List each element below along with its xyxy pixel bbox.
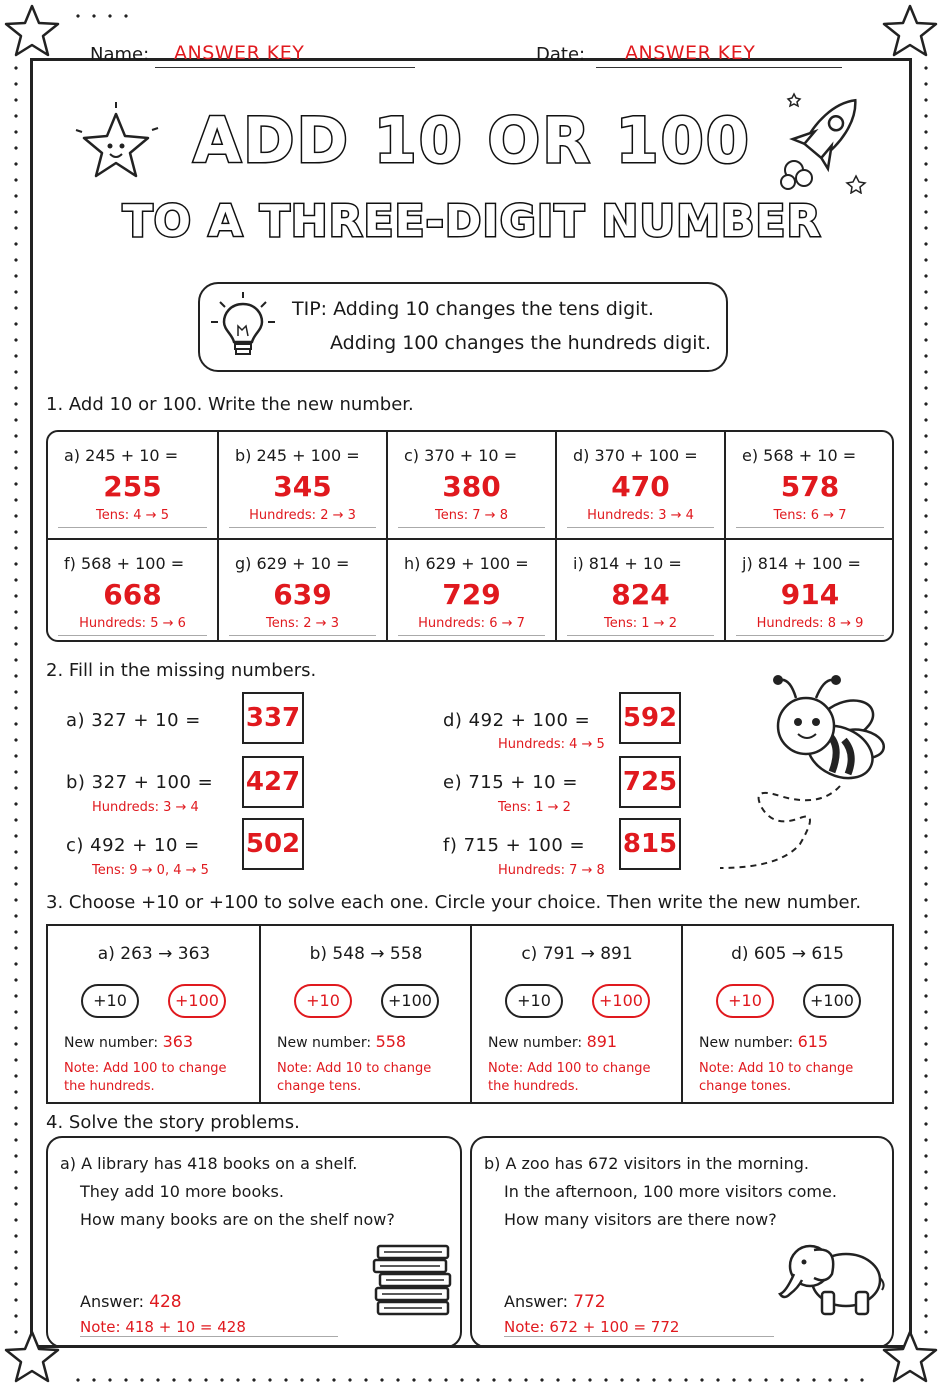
new-number-row	[488, 1032, 617, 1051]
date-field[interactable]: ANSWER KEY	[625, 42, 756, 64]
fill-note: Tens: 9 → 0, 4 → 5	[92, 863, 209, 878]
problem-note: Tens: 2 → 3	[229, 616, 376, 636]
problem-cell	[724, 432, 894, 538]
plus-10-option-circled[interactable]: +10	[294, 984, 352, 1018]
problem-note: Tens: 6 → 7	[736, 508, 884, 528]
fill-answer-box[interactable]: 337	[242, 692, 304, 744]
choice-cell	[681, 926, 892, 1102]
choice-question: d) 605 → 615	[731, 944, 844, 964]
fill-answer-box[interactable]: 502	[242, 818, 304, 870]
story-line: How many books are on the shelf now?	[80, 1210, 395, 1229]
section-4-heading: 4. Solve the story problems.	[46, 1112, 300, 1133]
problem-answer[interactable]: 639	[273, 578, 332, 611]
tip-line-1: TIP: Adding 10 changes the tens digit.	[292, 298, 654, 320]
problem-question: d) 370 + 100 =	[573, 446, 698, 465]
fill-question: b) 327 + 100 =	[66, 772, 214, 793]
section-1-grid	[46, 430, 894, 642]
problem-question: e) 568 + 10 =	[742, 446, 857, 465]
problem-note: Hundreds: 6 → 7	[398, 616, 545, 636]
dotted-border-top	[70, 14, 130, 18]
problem-cell	[48, 538, 217, 642]
fill-note: Tens: 1 → 2	[498, 800, 571, 815]
lightbulb-icon	[208, 290, 278, 364]
problem-cell	[724, 538, 894, 642]
problem-answer[interactable]: 668	[103, 578, 162, 611]
plus-100-option-circled[interactable]: +100	[592, 984, 650, 1018]
fill-question: d) 492 + 100 =	[443, 710, 591, 731]
tip-line-2: Adding 100 changes the hundreds digit.	[330, 332, 712, 354]
name-field[interactable]: ANSWER KEY	[174, 42, 305, 64]
new-number-value[interactable]: 363	[162, 1032, 194, 1051]
problem-question: b) 245 + 100 =	[235, 446, 360, 465]
choice-note: Note: Add 100 to change the hundreds.	[64, 1061, 227, 1094]
story-answer-row	[504, 1292, 606, 1312]
answer-label: Answer:	[504, 1292, 569, 1311]
elephant-icon	[776, 1230, 888, 1320]
fill-answer-box[interactable]: 725	[619, 756, 681, 808]
problem-note: Hundreds: 8 → 9	[736, 616, 884, 636]
problem-answer[interactable]: 255	[103, 470, 162, 503]
plus-100-option[interactable]: +100	[803, 984, 861, 1018]
problem-note: Tens: 1 → 2	[567, 616, 714, 636]
plus-100-option[interactable]: +100	[381, 984, 439, 1018]
title-line-1: ADD 10 OR 100	[193, 104, 751, 177]
section-1-heading: 1. Add 10 or 100. Write the new number.	[46, 394, 414, 415]
story-note: Note: 672 + 100 = 772	[504, 1318, 774, 1337]
corner-star-icon	[2, 2, 62, 62]
fill-question: a) 327 + 10 =	[66, 710, 201, 731]
fill-answer-box[interactable]: 592	[619, 692, 681, 744]
dotted-border-right	[924, 60, 928, 1340]
plus-100-option-circled[interactable]: +100	[168, 984, 226, 1018]
new-number-row	[64, 1032, 193, 1051]
fill-note: Hundreds: 3 → 4	[92, 800, 199, 815]
problem-question: g) 629 + 10 =	[235, 554, 350, 573]
fill-answer-box[interactable]: 815	[619, 818, 681, 870]
name-line	[155, 66, 415, 68]
choice-note: Note: Add 100 to change the hundreds.	[488, 1061, 651, 1094]
choice-note: Note: Add 10 to change change tones.	[699, 1061, 854, 1094]
story-line: a) A library has 418 books on a shelf.	[60, 1154, 358, 1173]
story-line: b) A zoo has 672 visitors in the morning.	[484, 1154, 809, 1173]
problem-cell	[48, 432, 217, 538]
story-line: They add 10 more books.	[80, 1182, 284, 1201]
books-icon	[370, 1242, 456, 1316]
choice-question: b) 548 → 558	[309, 944, 423, 964]
problem-answer[interactable]: 345	[273, 470, 332, 503]
plus-10-option[interactable]: +10	[81, 984, 139, 1018]
problem-question: c) 370 + 10 =	[404, 446, 518, 465]
section-3-heading: 3. Choose +10 or +100 to solve each one. Circle your choice. Then write the new number.	[46, 892, 862, 913]
fill-note: Hundreds: 4 → 5	[498, 737, 605, 752]
new-number-label: New number:	[64, 1035, 159, 1051]
answer-label: Answer:	[80, 1292, 145, 1311]
problem-answer[interactable]: 729	[442, 578, 501, 611]
new-number-label: New number:	[488, 1035, 583, 1051]
problem-cell	[386, 538, 555, 642]
story-problem-b	[470, 1136, 894, 1348]
fill-answer-box[interactable]: 427	[242, 756, 304, 808]
problem-answer[interactable]: 914	[780, 578, 840, 611]
plus-10-option[interactable]: +10	[505, 984, 563, 1018]
new-number-label: New number:	[699, 1035, 794, 1051]
section-2-heading: 2. Fill in the missing numbers.	[46, 660, 317, 681]
problem-note: Tens: 4 → 5	[58, 508, 207, 528]
answer-value[interactable]: 772	[573, 1292, 606, 1312]
problem-cell	[555, 432, 724, 538]
problem-cell	[217, 538, 386, 642]
section-3-grid	[46, 924, 894, 1104]
tip-box	[198, 282, 728, 372]
problem-cell	[217, 432, 386, 538]
fill-question: e) 715 + 10 =	[443, 772, 578, 793]
new-number-value[interactable]: 558	[375, 1032, 407, 1051]
choice-cell	[470, 926, 682, 1102]
choice-question: a) 263 → 363	[97, 944, 211, 964]
date-line	[596, 66, 842, 68]
story-line: In the afternoon, 100 more visitors come.	[504, 1182, 837, 1201]
bee-icon	[720, 668, 900, 878]
story-line: How many visitors are there now?	[504, 1210, 777, 1229]
new-number-row	[699, 1032, 828, 1051]
answer-value[interactable]: 428	[149, 1292, 182, 1312]
problem-answer[interactable]: 578	[780, 470, 840, 503]
problem-question: i) 814 + 10 =	[573, 554, 682, 573]
new-number-value[interactable]: 615	[797, 1032, 829, 1051]
problem-note: Hundreds: 2 → 3	[229, 508, 376, 528]
problem-note: Hundreds: 5 → 6	[58, 616, 207, 636]
rocket-icon	[772, 84, 872, 194]
fill-question: f) 715 + 100 =	[443, 835, 586, 856]
problem-question: j) 814 + 100 =	[742, 554, 861, 573]
problem-cell	[555, 538, 724, 642]
new-number-row	[277, 1032, 406, 1051]
choice-cell	[48, 926, 260, 1102]
problem-cell	[386, 432, 555, 538]
new-number-value[interactable]: 891	[586, 1032, 618, 1051]
story-answer-row	[80, 1292, 182, 1312]
date-label: Date:	[536, 44, 586, 65]
story-note: Note: 418 + 10 = 428	[80, 1318, 338, 1337]
problem-answer[interactable]: 380	[442, 470, 501, 503]
problem-answer[interactable]: 470	[611, 470, 670, 503]
fill-question: c) 492 + 10 =	[66, 835, 200, 856]
story-problem-a	[46, 1136, 462, 1348]
problem-question: f) 568 + 100 =	[64, 554, 185, 573]
dotted-border-left	[14, 60, 18, 1340]
name-label: Name:	[90, 44, 150, 65]
choice-note: Note: Add 10 to change change tens.	[277, 1061, 432, 1094]
dotted-border-bottom	[70, 1378, 870, 1382]
problem-question: h) 629 + 100 =	[404, 554, 529, 573]
problem-note: Tens: 7 → 8	[398, 508, 545, 528]
title-line-2: TO A THREE-DIGIT NUMBER	[122, 196, 822, 247]
choice-question: c) 791 → 891	[521, 944, 633, 964]
fill-note: Hundreds: 7 → 8	[498, 863, 605, 878]
new-number-label: New number:	[277, 1035, 372, 1051]
problem-question: a) 245 + 10 =	[64, 446, 179, 465]
corner-star-icon	[880, 2, 940, 62]
choice-cell	[259, 926, 471, 1102]
plus-10-option-circled[interactable]: +10	[716, 984, 774, 1018]
problem-note: Hundreds: 3 → 4	[567, 508, 714, 528]
star-icon	[72, 100, 160, 190]
problem-answer[interactable]: 824	[611, 578, 670, 611]
